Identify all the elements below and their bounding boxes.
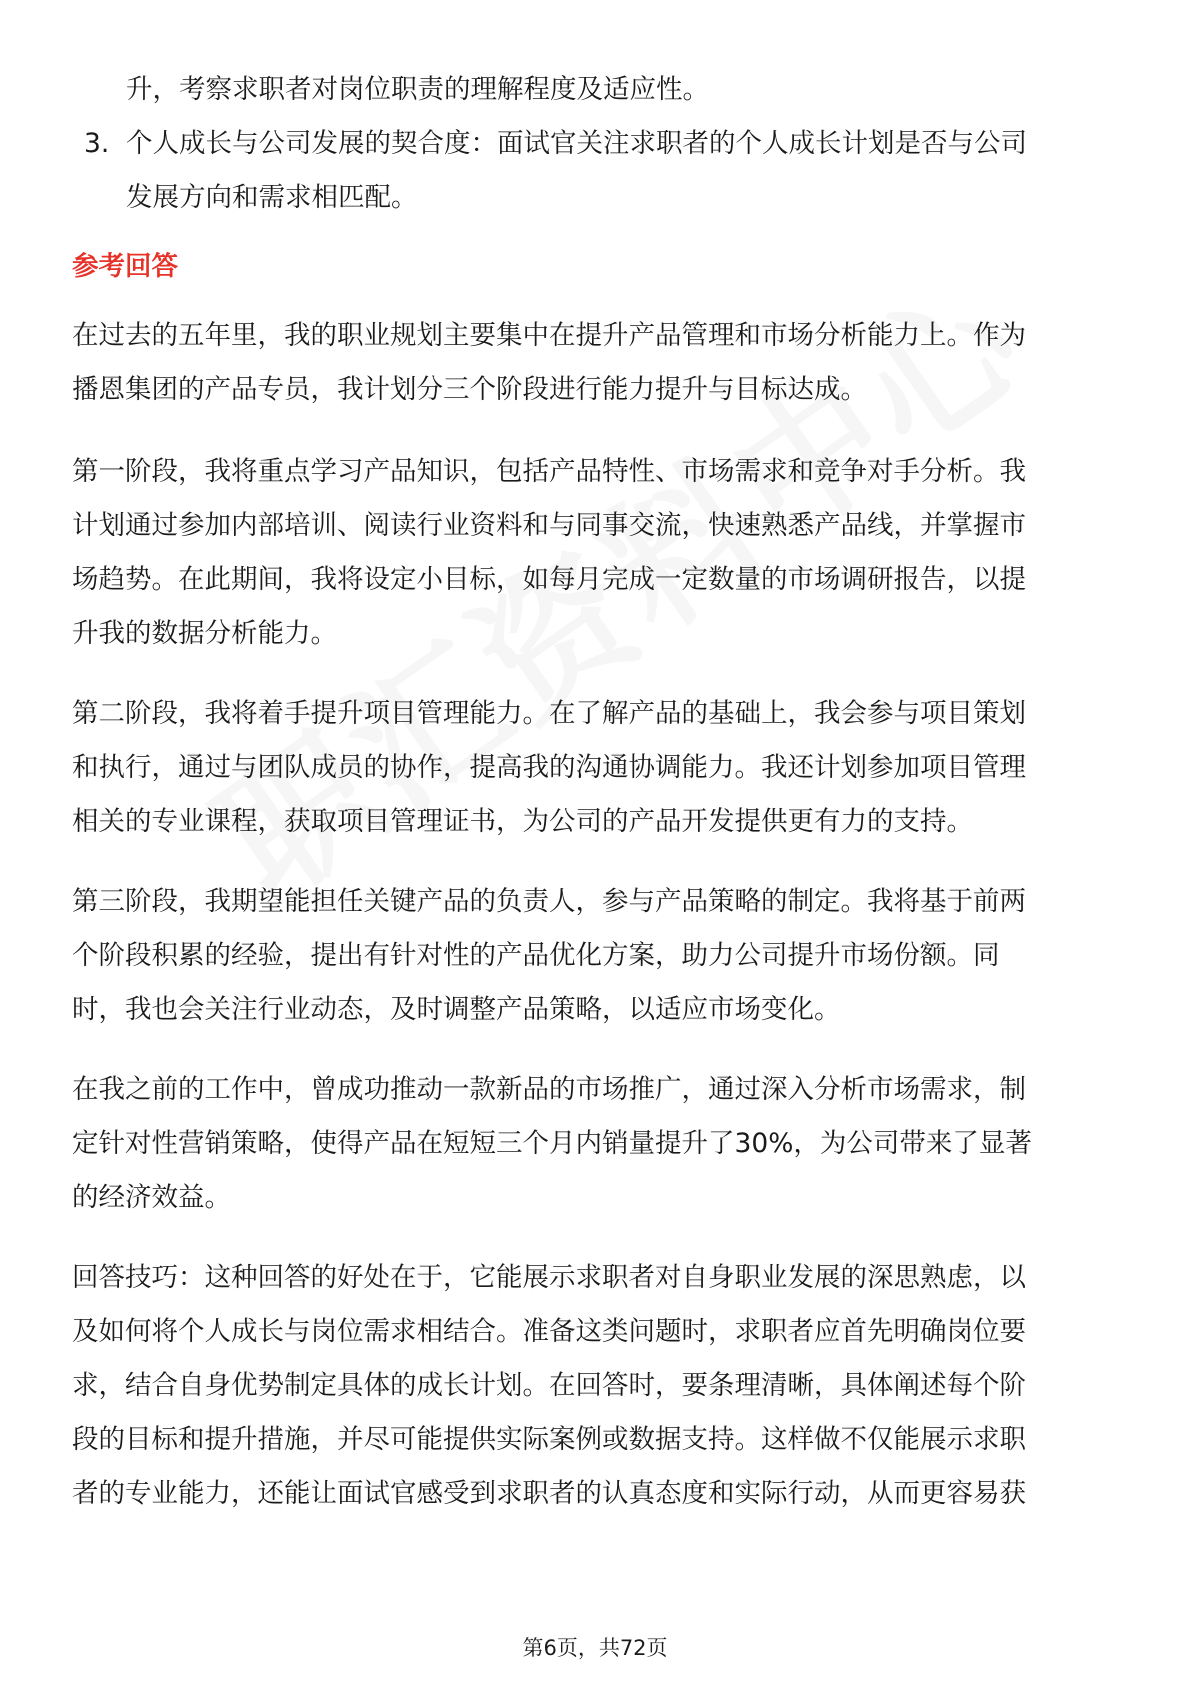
criteria-item3-line: 发展方向和需求相匹配。 — [126, 182, 418, 213]
paragraph-line: 第一阶段，我将重点学习产品知识，包括产品特性、市场需求和竞争对手分析。我 — [72, 456, 1026, 487]
paragraph-line: 场趋势。在此期间，我将设定小目标，如每月完成一定数量的市场调研报告，以提 — [72, 564, 1026, 595]
paragraph-line: 个阶段积累的经验，提出有针对性的产品优化方案，助力公司提升市场份额。同 — [72, 940, 1000, 971]
criteria-item3-number: 3. — [84, 128, 110, 159]
paragraph-line: 相关的专业课程，获取项目管理证书，为公司的产品开发提供更有力的支持。 — [72, 806, 973, 837]
paragraph-line: 回答技巧：这种回答的好处在于，它能展示求职者对自身职业发展的深思熟虑，以 — [72, 1262, 1026, 1293]
paragraph-line: 定针对性营销策略，使得产品在短短三个月内销量提升了30%，为公司带来了显著 — [72, 1128, 1032, 1159]
paragraph-line: 时，我也会关注行业动态，及时调整产品策略，以适应市场变化。 — [72, 994, 841, 1025]
paragraph-line: 在过去的五年里，我的职业规划主要集中在提升产品管理和市场分析能力上。作为 — [72, 320, 1026, 351]
paragraph-line: 升我的数据分析能力。 — [72, 618, 337, 649]
paragraph-line: 段的目标和提升措施，并尽可能提供实际案例或数据支持。这样做不仅能展示求职 — [72, 1424, 1026, 1455]
paragraph-line: 及如何将个人成长与岗位需求相结合。准备这类问题时，求职者应首先明确岗位要 — [72, 1316, 1026, 1347]
criteria-item2-tail: 升，考察求职者对岗位职责的理解程度及适应性。 — [126, 74, 709, 105]
paragraph-line: 者的专业能力，还能让面试官感受到求职者的认真态度和实际行动，从而更容易获 — [72, 1478, 1026, 1509]
paragraph-line: 在我之前的工作中，曾成功推动一款新品的市场推广，通过深入分析市场需求，制 — [72, 1074, 1026, 1105]
paragraph-line: 第三阶段，我期望能担任关键产品的负责人，参与产品策略的制定。我将基于前两 — [72, 886, 1026, 917]
criteria-item3-line: 个人成长与公司发展的契合度：面试官关注求职者的个人成长计划是否与公司 — [126, 128, 1027, 159]
paragraph-line: 播恩集团的产品专员，我计划分三个阶段进行能力提升与目标达成。 — [72, 374, 867, 405]
paragraph-line: 和执行，通过与团队成员的协作，提高我的沟通协调能力。我还计划参加项目管理 — [72, 752, 1026, 783]
answer-heading: 参考回答 — [72, 251, 178, 282]
paragraph-line: 求，结合自身优势制定具体的成长计划。在回答时，要条理清晰，具体阐述每个阶 — [72, 1370, 1026, 1401]
paragraph-line: 第二阶段，我将着手提升项目管理能力。在了解产品的基础上，我会参与项目策划 — [72, 698, 1026, 729]
paragraph-line: 的经济效益。 — [72, 1182, 231, 1213]
page-footer: 第6页，共72页 — [522, 1636, 668, 1660]
paragraph-line: 计划通过参加内部培训、阅读行业资料和与同事交流，快速熟悉产品线，并掌握市 — [72, 510, 1026, 541]
